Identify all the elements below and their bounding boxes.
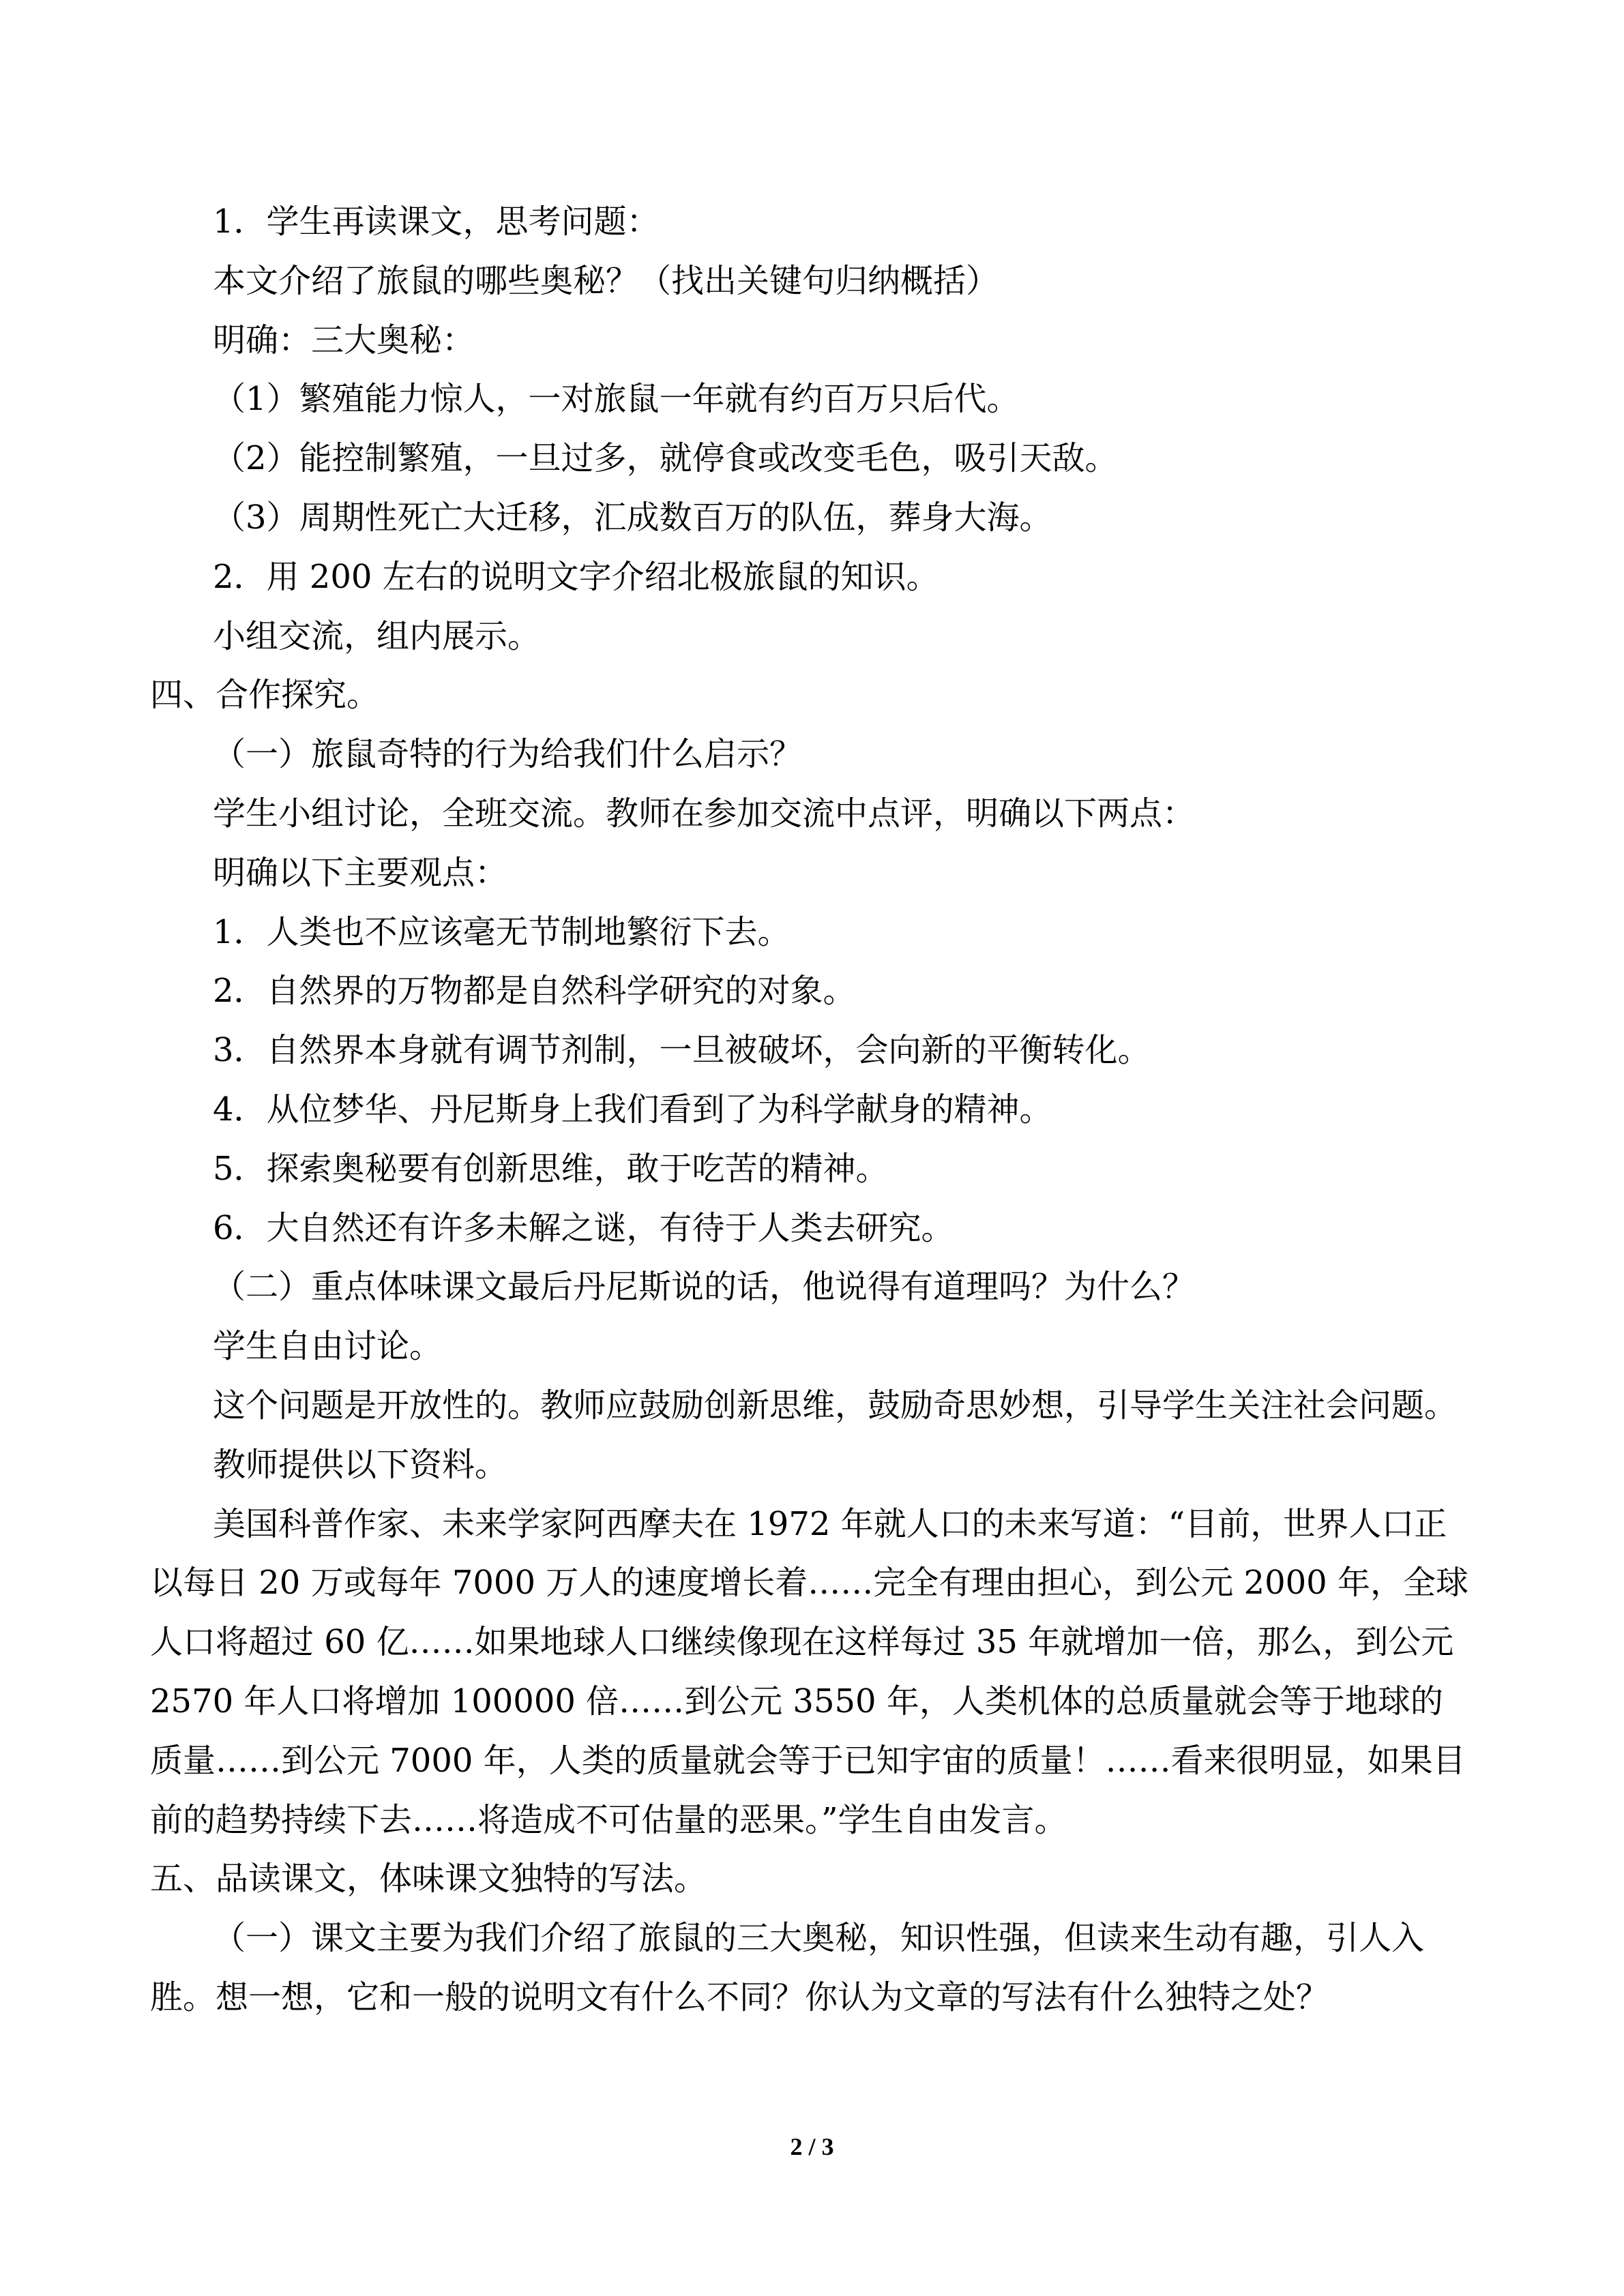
paragraph-line: （一）旅鼠奇特的行为给我们什么启示？ <box>213 735 803 774</box>
paragraph-line: 学生小组讨论，全班交流。教师在参加交流中点评，明确以下两点： <box>213 794 1196 833</box>
paragraph-line: 1．学生再读课文，思考问题： <box>213 203 660 241</box>
paragraph-line: 本文介绍了旅鼠的哪些奥秘？（找出关键句归纳概括） <box>213 261 999 300</box>
paragraph-line: 四、合作探究。 <box>150 676 380 715</box>
paragraph-line: 2．自然界的万物都是自然科学研究的对象。 <box>213 972 856 1011</box>
paragraph-line: 学生自由讨论。 <box>213 1327 443 1366</box>
paragraph-line: 5．探索奥秘要有创新思维，敢于吃苦的精神。 <box>213 1149 889 1188</box>
paragraph-line: 小组交流，组内展示。 <box>213 616 541 655</box>
paragraph-line: （一）课文主要为我们介绍了旅鼠的三大奥秘，知识性强，但读来生动有趣，引人入胜。想一想，它和一般的说明文有什么不同？你认为文章的写法有什么独特之处？ <box>150 1919 1425 2016</box>
paragraph-line: 2．用 200 左右的说明文字介绍北极旅鼠的知识。 <box>213 557 939 596</box>
paragraph-line: 教师提供以下资料。 <box>213 1445 508 1484</box>
paragraph-line: （3）周期性死亡大迁移，汇成数百万的队伍，葬身大海。 <box>213 498 1052 537</box>
paragraph-line: 这个问题是开放性的。教师应鼓励创新思维，鼓励奇思妙想，引导学生关注社会问题。 <box>213 1386 1458 1425</box>
paragraph-line: 明确：三大奥秘： <box>213 320 475 359</box>
paragraph-line: 五、品读课文，体味课文独特的写法。 <box>150 1860 707 1898</box>
paragraph-line: 4．从位梦华、丹尼斯身上我们看到了为科学献身的精神。 <box>213 1090 1052 1129</box>
paragraph-line: 6．大自然还有许多未解之谜，有待于人类去研究。 <box>213 1208 954 1247</box>
paragraph-line: 美国科普作家、未来学家阿西摩夫在 1972 年就人口的未来写道：“目前，世界人口正以每日 20 万或每年 7000 万人的速度增长着……完全有理由担心，到公元 2000 年，全球人口将超过 60 亿……如果地球人口继续像现在这样每过 35 年就增加一倍，那么，到公元 2570 年人口将增加 100000 倍……到公元 3550 年，人类机体的总质量就会等于地球的质量……到公元 7000 年，人类的质量就会等于已知宇宙的质量！……看来很明显，如果目前的趋势持续下去……将造成不可估量的恶果。”学生自由发言。 <box>150 1504 1468 1839</box>
paragraph-line: （1）繁殖能力惊人，一对旅鼠一年就有约百万只后代。 <box>213 380 1020 419</box>
page-number: 2 / 3 <box>790 2133 834 2160</box>
paragraph-line: 1．人类也不应该毫无节制地繁衍下去。 <box>213 912 791 951</box>
paragraph-line: （二）重点体味课文最后丹尼斯说的话，他说得有道理吗？为什么？ <box>213 1268 1196 1307</box>
paragraph-line: 明确以下主要观点： <box>213 853 508 892</box>
paragraph-line: 3．自然界本身就有调节剂制，一旦被破坏，会向新的平衡转化。 <box>213 1031 1151 1070</box>
paragraph-line: （2）能控制繁殖，一旦过多，就停食或改变毛色，吸引天敌。 <box>213 439 1118 478</box>
